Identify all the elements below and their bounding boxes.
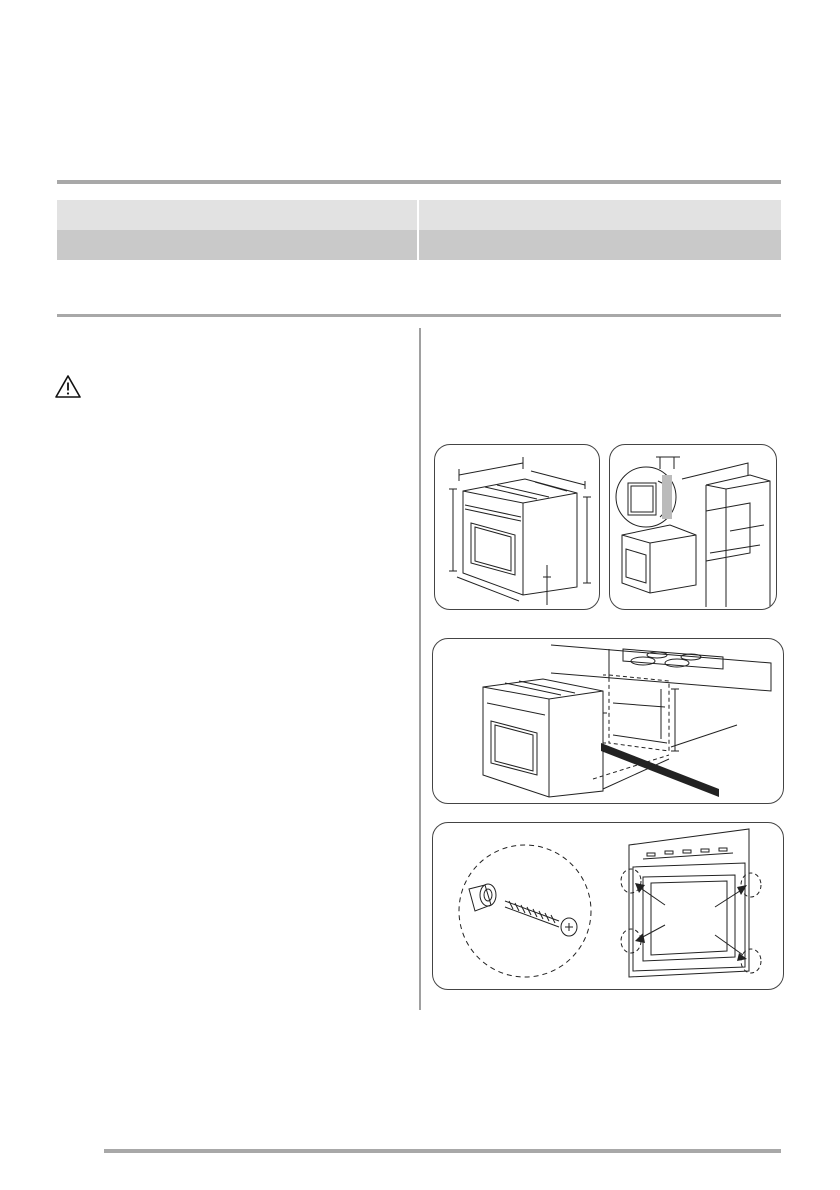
header-table	[57, 200, 781, 260]
section-divider	[57, 314, 781, 317]
table-header-row	[57, 200, 781, 230]
table-cell	[57, 200, 417, 230]
oven-screw-fixing-diagram	[433, 823, 783, 989]
oven-dimensions-figure	[434, 444, 600, 610]
footer-divider	[104, 1149, 781, 1153]
table-cell	[419, 200, 781, 230]
cabinet-installation-diagram	[610, 445, 776, 609]
column-divider	[419, 328, 421, 1010]
section-divider-top	[57, 180, 781, 184]
under-counter-installation-figure	[432, 638, 784, 804]
table-cell	[419, 230, 781, 260]
oven-dimensions-diagram	[435, 445, 599, 609]
table-cell	[57, 230, 417, 260]
under-counter-installation-diagram	[433, 639, 783, 803]
oven-screw-fixing-figure	[432, 822, 784, 990]
table-row	[57, 230, 781, 260]
warning-triangle-icon	[54, 374, 82, 400]
cabinet-installation-figure	[609, 444, 777, 610]
